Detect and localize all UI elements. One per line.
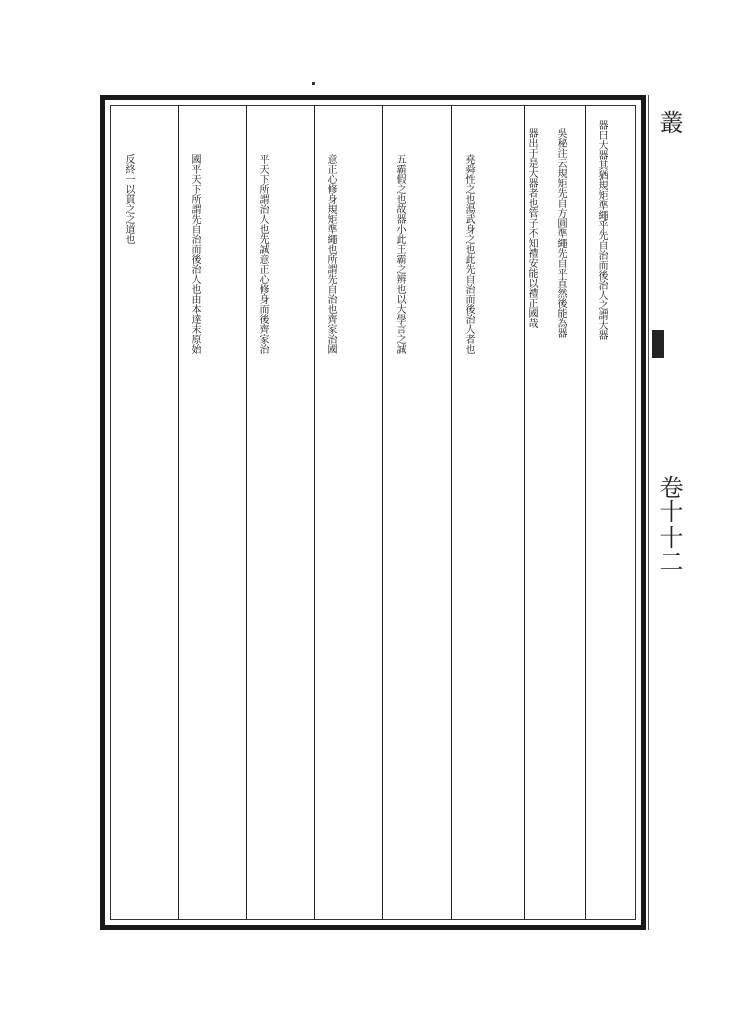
text-column-6: 平天下所謂治人也先誠意正心修身而後齊家治 [257, 154, 268, 354]
column-rule [524, 106, 525, 919]
commentary-column-right: 吳秘注云規矩先自方圓準繩先自平直然後能為器 [555, 128, 566, 338]
column-rule [314, 106, 315, 919]
text-column-4: 五霸假之也故器小此王霸之辨也以大學言之誠 [394, 154, 405, 354]
text-column-7: 國平天下所謂先自治而後治人也由本達末原始 [189, 154, 200, 354]
margin-volume-label: 卷十 [655, 475, 683, 523]
page-inner-border [110, 105, 636, 920]
page-border-frame [100, 95, 646, 930]
column-rule [246, 106, 247, 919]
column-rule [382, 106, 383, 919]
text-column-5: 意正心修身規矩準繩也所謂先自治也齊家治國 [325, 154, 336, 354]
text-column-3: 堯舜性之也湯武身之也此先自治而後治人者也 [463, 154, 474, 354]
text-column-8: 反終一以貫之之道也 [123, 154, 134, 244]
column-rule [178, 106, 179, 919]
commentary-column-left: 器出于是大器者也管子不知禮安能以禮正國哉 [526, 128, 537, 328]
margin-page-number: 十二 [655, 525, 683, 573]
text-column-1: 器曰大器其猶規矩準繩乎先自治而後治人之謂大器 [596, 120, 607, 340]
fold-fishtail-mark [652, 330, 664, 358]
margin-title-fragment: 叢 [655, 110, 683, 134]
paper-speck [312, 82, 315, 85]
margin-edge-line [648, 95, 649, 930]
column-rule [585, 106, 586, 919]
column-rule [451, 106, 452, 919]
